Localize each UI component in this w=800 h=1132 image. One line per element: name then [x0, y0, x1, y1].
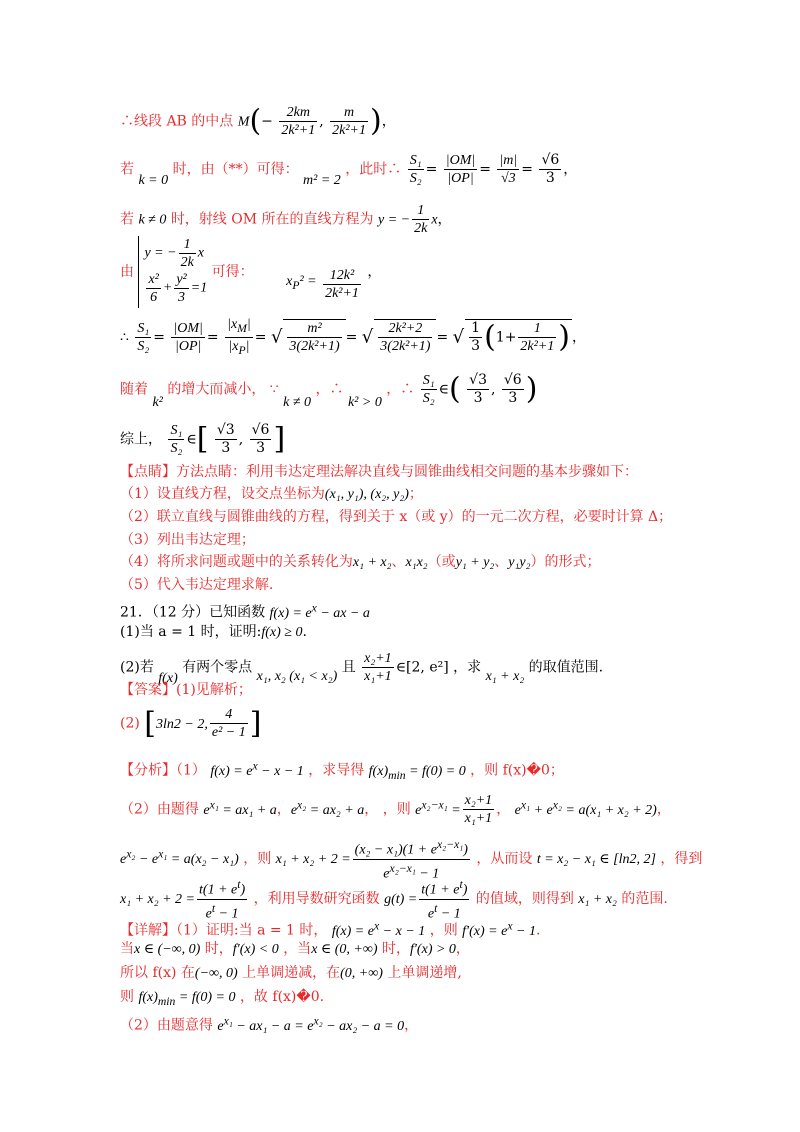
text: (1)当 a = 1 时，证明: [120, 624, 262, 640]
text: ，求导得 [308, 762, 365, 779]
text: （5）代入韦达定理求解. [120, 577, 274, 593]
text: 时， [204, 941, 233, 957]
text: （3）列出韦达定理； [120, 532, 255, 548]
text: 时，射线 OM 所在的直线方程为 [170, 211, 374, 228]
text: (2)若 [120, 659, 154, 676]
ratio-line: ∴ $\frac{\text{S₁}}{\text{S₂}}$ = $\frac{|OM|}{|OP|}$ = $\frac{|x_M|}{|x_P|}$ = √ $\frac{\text{m²}}{\text{3(2k²+1)}}$ = √ $\frac{\text{2k²+2}}{\text{3(2k²+1)}}$ = √ $\frac{1}{3}$ (1+ $\frac{1}{\text{2k²+1}}$ ) ， [120, 317, 586, 357]
text: 的范围. [621, 891, 668, 908]
text: ，∴ [386, 381, 415, 398]
text: ，则 [243, 851, 272, 868]
analysis-3: $e^{x_2} - e^{x_1} = a(x_2 - x_1)$ ，则 x₁ + x₂ + 2 = $\frac{(x_2 - x_1)(1 + e^{x_2-x_1})}{e^{x_2-x_1} - 1}$ ，从而设 t = x₂ − x₁ ∈ [ln2, 2] ，得到 [120, 838, 703, 882]
text: 时，由（**）可得： [172, 161, 299, 178]
case-k-nonzero: 若 k ≠ 0 时，射线 OM 所在的直线方程为 y = − $\frac{1}{2k}$ x， [120, 203, 452, 236]
text: 则 [120, 989, 134, 1005]
question-21-part2: (2)若 f(x) 有两个零点 x₁, x₂ (x₁ < x₂) 且 $\frac{\text{x₂+1}}{\text{x₁+1}}$ ∈[2, e²] ，求 x₁ + x₂ 的取值范围. [120, 651, 604, 686]
question-21-part1: (1)当 a = 1 时，证明:f(x) ≥ 0. [120, 624, 307, 640]
text: 有两个零点 [182, 659, 253, 676]
system-line: 由 y = − $\frac{1}{2k}$ x $\frac{\text{x²}}{6}$ + $\frac{\text{y²}}{3}$ =1 可得： $x_P^2$ = $\frac{\text{12k²}}{\text{2k²+1}}$ ， [120, 236, 381, 308]
text: 由 [120, 264, 134, 280]
text: (1)见解析； [176, 682, 252, 698]
text: ，∴ [315, 381, 344, 398]
text: 且 [341, 659, 356, 676]
solution-4: 则 $f(x)_{min} = f(0) = 0$ ，故 f(x)�0. [120, 989, 325, 1008]
analysis-4: x₁ + x₂ + 2 = $\frac{t(1 + e^t)}{e^t - 1}$ ，利用导数研究函数 g(t) = $\frac{t(1 + e^t)}{e^t - 1}$ 的值域，则得到 x₁ + x₂ 的范围. [120, 878, 668, 922]
text: ，利用导数研究函数 [253, 891, 380, 908]
tip-step-2 [120, 507, 672, 527]
tip-step-5 [120, 575, 273, 595]
text: 可得： [211, 264, 254, 280]
tag: 【详解】 [120, 922, 176, 939]
tip-heading [120, 462, 638, 482]
text: 当 [120, 941, 134, 957]
text: 的值域，则得到 [475, 891, 574, 908]
case-k-zero: 若 k = 0 时，由（**）可得： m² = 2 ，此时∴ $\frac{\text{S₁}}{\text{S₂}}$ = $\frac{|OM|}{|OP|}$ = $\frac{|m|}{√3}$ = $\frac{√6}{3}$ ， [120, 152, 578, 188]
text: 综上， [120, 431, 162, 448]
solution-3: 所以 f(x) 在(−∞, 0) 上单调递减，在(0, +∞) 上单调递增, [120, 965, 462, 981]
text: ）的形式； [530, 554, 601, 570]
tag: 【点睛】 [120, 464, 176, 480]
text: 方法点睛：利用韦达定理法解决直线与圆锥曲线相交问题的基本步骤如下： [176, 464, 638, 480]
text: ∵ [269, 381, 279, 398]
text: ，从而设 [476, 851, 533, 868]
analysis-2: （2）由题得 $e^{x_1} = ax_1 + a$，$e^{x_2} = ax_2 + a$， ，则 $e^{x_2-x_1}$ = $\frac{\text{x₂+1}}{\text{x₁+1}}$ ， $e^{x_1} + e^{x_2} = a(x_1 + x_2 + 2)$， [120, 793, 671, 826]
monotone-line: 随着 k² 的增大而减小， ∵ k ≠ 0 ，∴ k² > 0 ，∴ $\frac{\text{S₁}}{\text{S₂}}$ ∈( $\frac{√3}{3}$ , $\frac{√6}{3}$ ) [120, 371, 538, 410]
tag: 【答案】 [120, 682, 176, 698]
text: ，求 [453, 659, 482, 676]
text: 若 [120, 211, 134, 228]
text: （1）设直线方程，设交点坐标为 [120, 486, 325, 502]
text: ，则 [382, 801, 411, 818]
tip-step-4: （4）将所求问题或题中的关系转化为x₁ + x₂、x₁x₂（或y₁ + y₂、y₁y₂）的形式； [120, 554, 601, 570]
answer-heading [120, 680, 252, 700]
solution-1: 【详解】（1）证明:当 a = 1 时， $f(x) = e^x - x - 1$ ，则 $f'(x) = e^x - 1$. [120, 919, 541, 939]
text: ，此时∴ [345, 161, 402, 178]
text: （或 [427, 554, 456, 570]
text: （4）将所求问题或题中的关系转化为 [120, 554, 353, 570]
text: 所以 f(x) 在 [120, 965, 195, 981]
text: 21．（12 分）已知函数 [120, 604, 266, 621]
text: 上单调递减，在 [242, 965, 341, 981]
text: 上单调递增, [387, 965, 462, 981]
question-21: 21．（12 分）已知函数 $f(x) = e^x$ − ax − a [120, 601, 370, 621]
analysis-1: 【分析】（1） $f(x) = e^x - x - 1$ ，求导得 $f(x)_{min} = f(0) = 0$ ，则 f(x)�0； [120, 759, 564, 782]
solution-2: 当x ∈ (−∞, 0) 时，f′(x) < 0 ，当x ∈ (0, +∞) 时，f′(x) > 0， [120, 941, 470, 957]
text: 随着 [120, 381, 148, 398]
text: （1）证明:当 a = 1 时， [176, 922, 328, 939]
text: 若 [120, 161, 134, 178]
tip-step-1: （1）设直线方程，设交点坐标为(x₁, y₁), (x₂, y₂)； [120, 486, 423, 502]
text: 的取值范围. [528, 659, 604, 676]
tag: 【分析】 [120, 762, 176, 779]
tip-step-3 [120, 530, 255, 550]
summary-line: 综上， $\frac{\text{S₁}}{\text{S₂}}$ ∈[ $\frac{√3}{3}$ , $\frac{√6}{3}$ ] [120, 421, 286, 457]
text: （2）由题得 [120, 801, 199, 818]
midpoint-line: ∴线段 AB 的中点 M(− $\frac{2km}{\text{2k²+1}}$ , $\frac{m}{\text{2k²+1}}$ )， [120, 103, 396, 139]
answer-part2: (2) [3ln2 − 2, $\frac{4}{\text{e² − 1}}$ ] [120, 705, 262, 741]
text: （2）由题意得 [120, 1017, 213, 1034]
solution-5: （2）由题意得 $e^{x_1} - ax_1 - a = e^{x_2} - ax_2 - a = 0$， [120, 1014, 419, 1034]
text: ，当 [283, 941, 312, 957]
text: (2) [120, 715, 140, 732]
text: 时， [381, 941, 410, 957]
text: ，得到 [660, 851, 703, 868]
text: ∴线段 AB 的中点 [120, 113, 234, 130]
text: ，则 [429, 922, 458, 939]
text: （2）联立直线与圆锥曲线的方程，得到关于 x（或 y）的一元二次方程，必要时计算 Δ； [120, 509, 673, 525]
text: ，故 f(x)�0. [239, 989, 325, 1005]
text: ，则 f(x)�0； [470, 762, 564, 779]
text: （1） [176, 762, 206, 779]
text: 的增大而减小， [167, 381, 266, 398]
